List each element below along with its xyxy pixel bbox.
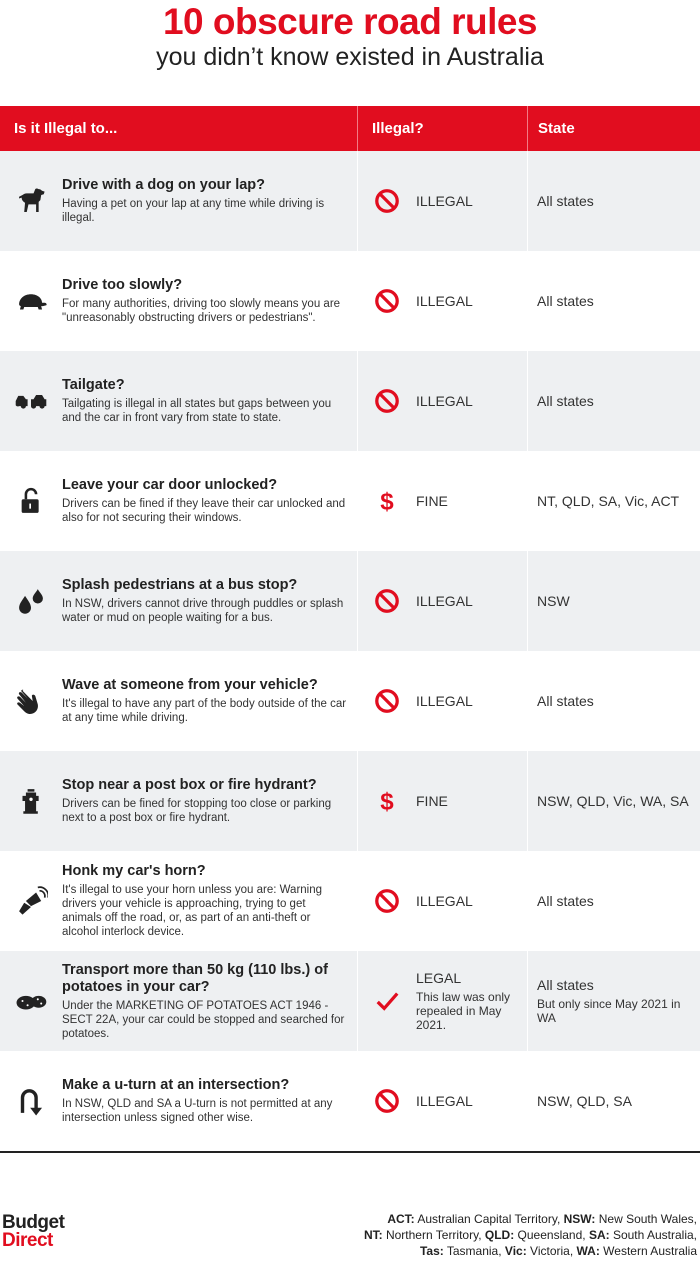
legend-name: Northern Territory,: [382, 1228, 485, 1242]
state-value: NSW, QLD, Vic, WA, SA: [537, 793, 689, 809]
budget-direct-logo: [2, 1214, 64, 1250]
rule-question: Splash pedestrians at a bus stop?: [62, 577, 298, 593]
status-cell: [357, 351, 527, 451]
state-value: NSW, QLD, SA: [537, 1093, 632, 1109]
legend-abbr: QLD:: [484, 1228, 515, 1242]
rule-question: Leave your car door unlocked?: [62, 477, 278, 493]
table-header: [0, 106, 700, 151]
rule-cell: [0, 851, 357, 951]
legend-abbr: Tas:: [419, 1244, 444, 1258]
header-question: Is it Illegal to...: [14, 120, 118, 137]
rule-detail: Drivers can be fined for stopping too close or parking next to a post box or fire hydrant.: [62, 798, 332, 824]
table-row: [0, 951, 700, 1051]
state-value: NSW: [537, 593, 570, 609]
dollar-icon: [374, 788, 400, 814]
state-value: All states: [537, 393, 594, 409]
status-cell: [357, 551, 527, 651]
state-cell: [527, 151, 700, 251]
table-bottom-rule: [0, 1151, 700, 1153]
page-subtitle: you didn’t know existed in Australia: [156, 43, 544, 71]
rule-question: Tailgate?: [62, 377, 125, 393]
water-drops-icon: [0, 551, 62, 651]
status-cell: [357, 451, 527, 551]
status-label: ILLEGAL: [416, 293, 473, 309]
rule-detail: It's illegal to have any part of the body outside of the car at any time while driving.: [62, 698, 347, 724]
rule-cell: [0, 1051, 357, 1151]
legend-name: Victoria,: [526, 1244, 577, 1258]
rule-question: Drive too slowly?: [62, 277, 183, 293]
dog-icon: [0, 151, 62, 251]
legend-abbr: SA:: [588, 1228, 610, 1242]
prohibited-icon: [374, 588, 400, 614]
state-cell: [527, 951, 700, 1051]
legend-name: Australian Capital Territory,: [414, 1212, 564, 1226]
rule-question: Transport more than 50 kg (110 lbs.) of potatoes in your car?: [62, 961, 328, 995]
u-turn-icon: [0, 1051, 62, 1151]
state-value: All states: [537, 693, 594, 709]
table-row: [0, 251, 700, 351]
rule-detail: In NSW, QLD and SA a U-turn is not permitted at any intersection unless signed other wise.: [62, 1098, 333, 1124]
fire-hydrant-icon: [0, 751, 62, 851]
rule-detail: It's illegal to use your horn unless you are: Warning drivers your vehicle is approaching, trying to get animals off the road, or, as part of an anti-theft or alcohol interlock device.: [62, 884, 323, 938]
car-horn-icon: [0, 851, 62, 951]
table-row: [0, 851, 700, 951]
legend-name: New South Wales,: [595, 1212, 697, 1226]
legend-name: South Australia,: [609, 1228, 697, 1242]
table-row: [0, 1051, 700, 1151]
legend-line: [364, 1211, 697, 1227]
state-value: All states: [537, 977, 594, 993]
state-value: All states: [537, 193, 594, 209]
table-row: [0, 751, 700, 851]
legend-abbr: WA:: [576, 1244, 600, 1258]
prohibited-icon: [374, 688, 400, 714]
rule-detail: Having a pet on your lap at any time while driving is illegal.: [62, 198, 325, 224]
legend-line: [364, 1227, 697, 1243]
legend-name: Western Australia: [599, 1244, 697, 1258]
prohibited-icon: [374, 1088, 400, 1114]
tailgate-cars-icon: [0, 351, 62, 451]
rule-cell: [0, 751, 357, 851]
status-label: ILLEGAL: [416, 693, 473, 709]
title-block: [0, 0, 700, 72]
svg-text:$: $: [380, 788, 394, 814]
state-value: All states: [537, 893, 594, 909]
state-value: All states: [537, 293, 594, 309]
state-cell: [527, 1051, 700, 1151]
legend-abbr: NSW:: [563, 1212, 596, 1226]
legend-line: [364, 1243, 697, 1259]
rule-cell: [0, 451, 357, 551]
rule-detail: Tailgating is illegal in all states but gaps between you and the car in front vary from state to state.: [62, 398, 332, 424]
page-title: 10 obscure road rules: [162, 1, 538, 42]
state-cell: [527, 751, 700, 851]
legend-name: Queensland,: [514, 1228, 589, 1242]
svg-text:$: $: [380, 488, 394, 514]
dollar-icon: [374, 488, 400, 514]
table-row: [0, 151, 700, 251]
status-cell: [357, 151, 527, 251]
table-body: [0, 151, 700, 1151]
table-row: [0, 351, 700, 451]
legend-abbr: NT:: [363, 1228, 383, 1242]
prohibited-icon: [374, 288, 400, 314]
status-cell: [357, 951, 527, 1051]
rule-cell: [0, 951, 357, 1051]
rule-cell: [0, 651, 357, 751]
rule-question: Honk my car's horn?: [62, 863, 206, 879]
potatoes-icon: [0, 951, 62, 1051]
rule-question: Drive with a dog on your lap?: [62, 177, 266, 193]
status-cell: [357, 651, 527, 751]
state-note: But only since May 2021 in WA: [537, 997, 681, 1025]
legend-abbr: ACT:: [387, 1212, 415, 1226]
state-cell: [527, 851, 700, 951]
state-cell: [527, 651, 700, 751]
status-label: ILLEGAL: [416, 393, 473, 409]
state-cell: [527, 451, 700, 551]
state-value: NT, QLD, SA, Vic, ACT: [537, 493, 680, 509]
state-cell: [527, 351, 700, 451]
status-note: This law was only repealed in May 2021.: [416, 990, 511, 1032]
status-cell: [357, 851, 527, 951]
state-cell: [527, 551, 700, 651]
turtle-icon: [0, 251, 62, 351]
rule-question: Stop near a post box or fire hydrant?: [62, 777, 317, 793]
rule-cell: [0, 351, 357, 451]
rule-question: Wave at someone from your vehicle?: [62, 677, 318, 693]
legend-name: Tasmania,: [443, 1244, 505, 1258]
status-cell: [357, 751, 527, 851]
rule-detail: Under the MARKETING OF POTATOES ACT 1946 - SECT 22A, your car could be stopped and searched for potatoes.: [62, 999, 345, 1040]
header-illegal: Illegal?: [357, 106, 527, 151]
prohibited-icon: [374, 188, 400, 214]
prohibited-icon: [374, 888, 400, 914]
rule-cell: [0, 151, 357, 251]
status-label: ILLEGAL: [416, 593, 473, 609]
logo-line-2: Direct: [2, 1230, 53, 1251]
rule-cell: [0, 251, 357, 351]
rule-detail: Drivers can be fined if they leave their car unlocked and also for not securing their windows.: [62, 498, 346, 524]
status-cell: [357, 251, 527, 351]
waving-hand-icon: [0, 651, 62, 751]
legend-abbr: Vic:: [504, 1244, 527, 1258]
state-abbreviation-legend: [364, 1211, 697, 1259]
table-row: [0, 451, 700, 551]
logo-line-1: Budget: [2, 1212, 65, 1233]
status-label: FINE: [416, 493, 448, 509]
unlocked-padlock-icon: [0, 451, 62, 551]
status-label: ILLEGAL: [416, 193, 473, 209]
table-row: [0, 551, 700, 651]
rule-question: Make a u-turn at an intersection?: [62, 1077, 290, 1093]
status-label: ILLEGAL: [416, 893, 473, 909]
checkmark-icon: [374, 988, 400, 1014]
rule-detail: In NSW, drivers cannot drive through puddles or splash water or mud on people waiting for a bus.: [62, 598, 344, 624]
header-state: State: [527, 106, 700, 151]
prohibited-icon: [374, 388, 400, 414]
table-row: [0, 651, 700, 751]
rule-detail: For many authorities, driving too slowly means you are "unreasonably obstructing drivers or pedestrians".: [62, 298, 341, 324]
status-label: FINE: [416, 793, 448, 809]
state-cell: [527, 251, 700, 351]
status-label: LEGAL: [416, 970, 462, 986]
rule-cell: [0, 551, 357, 651]
rules-table: [0, 106, 700, 1151]
status-label: ILLEGAL: [416, 1093, 473, 1109]
status-cell: [357, 1051, 527, 1151]
